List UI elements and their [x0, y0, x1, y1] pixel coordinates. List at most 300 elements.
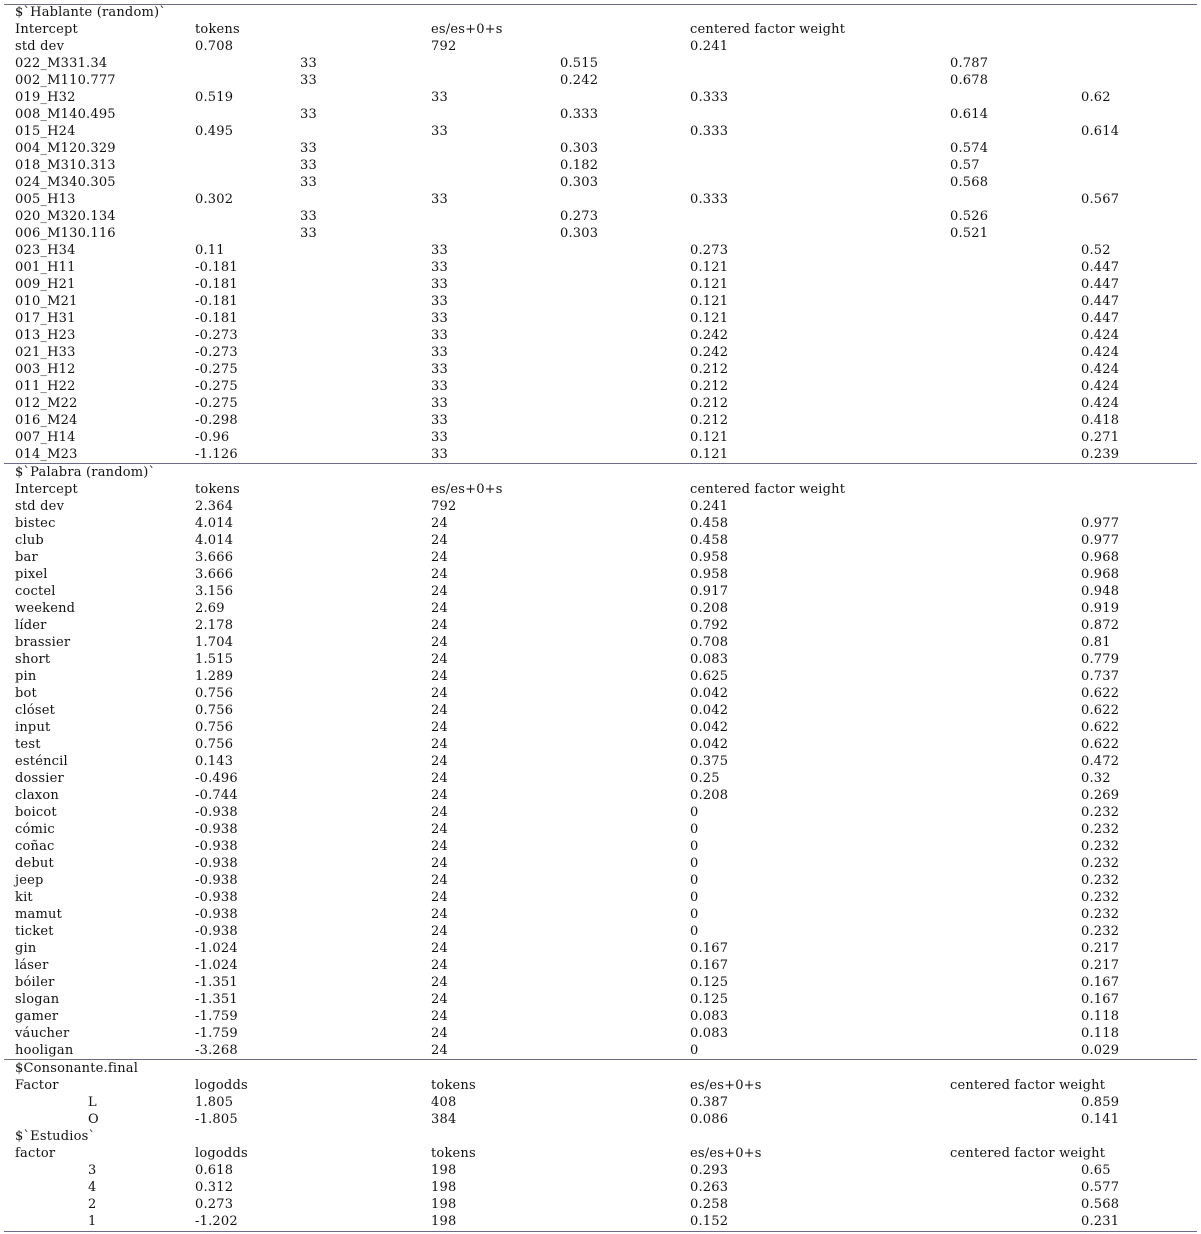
- row-label: 024_M340.305: [15, 175, 116, 190]
- table-row: [0, 719, 1201, 736]
- row-label: mamut: [15, 907, 63, 922]
- row-label: 005_H13: [15, 192, 76, 207]
- row-value: 0.568: [1081, 1197, 1120, 1212]
- column-header: Intercept: [15, 482, 78, 497]
- row-value: 0.143: [195, 754, 234, 769]
- row-value: 24: [431, 550, 448, 565]
- row-value: 0.622: [1081, 686, 1120, 701]
- row-value: 3.666: [195, 550, 234, 565]
- table-row: [0, 872, 1201, 889]
- row-value: 0.859: [1081, 1095, 1120, 1110]
- row-value: 33: [300, 141, 317, 156]
- table-row: [0, 327, 1201, 344]
- row-value: 0.232: [1081, 805, 1120, 820]
- column-header: tokens: [431, 1078, 476, 1093]
- row-value: 0.302: [195, 192, 234, 207]
- row-value: 24: [431, 1043, 448, 1058]
- table-row: [0, 140, 1201, 157]
- row-value: 0: [690, 856, 699, 871]
- row-value: -1.805: [195, 1112, 238, 1127]
- table-row: [0, 446, 1201, 463]
- row-value: 0: [690, 873, 699, 888]
- row-value: 0.756: [195, 703, 234, 718]
- row-value: 24: [431, 771, 448, 786]
- row-value: 0.042: [690, 737, 729, 752]
- row-label: dossier: [15, 771, 64, 786]
- row-label: L: [88, 1095, 97, 1110]
- table-row: [0, 923, 1201, 940]
- row-value: 24: [431, 958, 448, 973]
- row-value: 0.333: [690, 124, 729, 139]
- row-value: 0.042: [690, 703, 729, 718]
- table-row: [0, 1042, 1201, 1059]
- row-label: 3: [88, 1163, 97, 1178]
- row-value: 0.458: [690, 533, 729, 548]
- row-label: slogan: [15, 992, 60, 1007]
- row-value: 0.62: [1081, 90, 1111, 105]
- row-label: hooligan: [15, 1043, 74, 1058]
- row-value: 0.521: [950, 226, 989, 241]
- row-value: 24: [431, 669, 448, 684]
- row-value: 0.948: [1081, 584, 1120, 599]
- row-label: test: [15, 737, 41, 752]
- row-value: 0.029: [1081, 1043, 1120, 1058]
- row-label: pin: [15, 669, 37, 684]
- row-value: 0.787: [950, 56, 989, 71]
- row-value: 0: [690, 1043, 699, 1058]
- column-header: es/es+0+s: [690, 1078, 762, 1093]
- row-value: 0.625: [690, 669, 729, 684]
- row-value: 198: [431, 1197, 457, 1212]
- table-row: [0, 361, 1201, 378]
- row-value: 0.495: [195, 124, 234, 139]
- row-value: 33: [431, 192, 448, 207]
- table-row: [0, 515, 1201, 532]
- row-value: 0.239: [1081, 447, 1120, 462]
- row-value: 0.232: [1081, 839, 1120, 854]
- table-row: [0, 1213, 1201, 1230]
- row-value: 0.273: [690, 243, 729, 258]
- row-value: 0.917: [690, 584, 729, 599]
- row-value: 0.447: [1081, 260, 1120, 275]
- row-value: 0.81: [1081, 635, 1111, 650]
- row-value: 0.968: [1081, 567, 1120, 582]
- table-row: [0, 855, 1201, 872]
- row-label: 013_H23: [15, 328, 76, 343]
- row-value: -0.744: [195, 788, 238, 803]
- row-value: 0.208: [690, 788, 729, 803]
- row-value: 24: [431, 1009, 448, 1024]
- row-value: 33: [431, 430, 448, 445]
- row-value: 0.424: [1081, 362, 1120, 377]
- row-value: 1.515: [195, 652, 234, 667]
- row-value: 0.574: [950, 141, 989, 156]
- row-value: 0.167: [690, 941, 729, 956]
- row-value: 0.568: [950, 175, 989, 190]
- table-row: [0, 991, 1201, 1008]
- row-value: 24: [431, 839, 448, 854]
- row-value: 0.977: [1081, 516, 1120, 531]
- section-title: [0, 464, 1201, 481]
- row-value: 0.232: [1081, 873, 1120, 888]
- row-value: 0.242: [690, 345, 729, 360]
- row-value: 0.25: [690, 771, 720, 786]
- row-label: 006_M130.116: [15, 226, 116, 241]
- row-value: 0.52: [1081, 243, 1111, 258]
- column-header: centered factor weight: [690, 482, 846, 497]
- row-value: 24: [431, 516, 448, 531]
- row-value: -0.273: [195, 345, 238, 360]
- row-value: 0.241: [690, 499, 729, 514]
- row-value: 24: [431, 584, 448, 599]
- table-row: [0, 838, 1201, 855]
- table-row: [0, 651, 1201, 668]
- table-row: [0, 191, 1201, 208]
- row-value: -0.275: [195, 362, 238, 377]
- table-row: [0, 259, 1201, 276]
- row-value: 2.69: [195, 601, 225, 616]
- row-label: 001_H11: [15, 260, 76, 275]
- column-header: logodds: [195, 1078, 248, 1093]
- table-row: [0, 38, 1201, 55]
- section-title-text: $`Hablante (random)`: [15, 5, 166, 20]
- row-value: 33: [431, 90, 448, 105]
- row-label: coñac: [15, 839, 55, 854]
- row-value: -0.275: [195, 379, 238, 394]
- column-header: factor: [15, 1146, 56, 1161]
- row-value: 0.303: [560, 226, 599, 241]
- row-value: -0.96: [195, 430, 230, 445]
- row-label: debut: [15, 856, 54, 871]
- row-value: 0.447: [1081, 277, 1120, 292]
- row-value: 0.424: [1081, 379, 1120, 394]
- table-row: [0, 957, 1201, 974]
- row-value: -0.496: [195, 771, 238, 786]
- row-label: kit: [15, 890, 33, 905]
- row-value: 0.303: [560, 175, 599, 190]
- row-value: 33: [300, 209, 317, 224]
- row-value: 24: [431, 924, 448, 939]
- row-value: 0.614: [950, 107, 989, 122]
- row-value: 24: [431, 907, 448, 922]
- row-value: -0.938: [195, 856, 238, 871]
- row-value: 0.333: [560, 107, 599, 122]
- column-header-row: [0, 1145, 1201, 1162]
- table-row: [0, 174, 1201, 191]
- row-label: jeep: [15, 873, 44, 888]
- row-value: 0.424: [1081, 345, 1120, 360]
- table-row: [0, 242, 1201, 259]
- row-value: 0.977: [1081, 533, 1120, 548]
- row-value: 0.447: [1081, 294, 1120, 309]
- row-value: -0.938: [195, 822, 238, 837]
- row-value: 24: [431, 567, 448, 582]
- row-value: 0.472: [1081, 754, 1120, 769]
- column-header: centered factor weight: [950, 1078, 1106, 1093]
- row-value: 0.263: [690, 1180, 729, 1195]
- column-header: tokens: [195, 482, 240, 497]
- row-value: -0.273: [195, 328, 238, 343]
- table-row: [0, 310, 1201, 327]
- row-value: 0.958: [690, 567, 729, 582]
- row-value: 0.273: [195, 1197, 234, 1212]
- row-value: 0.086: [690, 1112, 729, 1127]
- table-row: [0, 753, 1201, 770]
- row-value: 0.273: [560, 209, 599, 224]
- row-value: 1.289: [195, 669, 234, 684]
- column-header: Intercept: [15, 22, 78, 37]
- row-value: 0.779: [1081, 652, 1120, 667]
- row-value: 0.121: [690, 277, 729, 292]
- row-value: 0.622: [1081, 703, 1120, 718]
- row-value: 0.042: [690, 720, 729, 735]
- row-value: -0.938: [195, 805, 238, 820]
- column-header: logodds: [195, 1146, 248, 1161]
- row-value: 0.167: [1081, 975, 1120, 990]
- column-header: centered factor weight: [690, 22, 846, 37]
- row-label: 002_M110.777: [15, 73, 116, 88]
- row-value: 33: [431, 447, 448, 462]
- row-value: 24: [431, 856, 448, 871]
- table-row: [0, 1196, 1201, 1213]
- row-value: 0.375: [690, 754, 729, 769]
- row-value: 198: [431, 1163, 457, 1178]
- row-label: coctel: [15, 584, 56, 599]
- row-value: 0.217: [1081, 958, 1120, 973]
- row-value: -0.938: [195, 924, 238, 939]
- row-value: -0.938: [195, 907, 238, 922]
- row-value: -0.938: [195, 873, 238, 888]
- row-value: 24: [431, 618, 448, 633]
- row-value: 33: [300, 56, 317, 71]
- row-value: 0.312: [195, 1180, 234, 1195]
- row-value: 0.232: [1081, 890, 1120, 905]
- row-value: 0.577: [1081, 1180, 1120, 1195]
- row-value: 0.269: [1081, 788, 1120, 803]
- row-value: 33: [300, 73, 317, 88]
- row-label: 023_H34: [15, 243, 76, 258]
- row-value: 2.178: [195, 618, 234, 633]
- row-value: 3.666: [195, 567, 234, 582]
- row-value: 4.014: [195, 533, 234, 548]
- row-value: 0.271: [1081, 430, 1120, 445]
- row-value: 0.737: [1081, 669, 1120, 684]
- row-value: 0.167: [1081, 992, 1120, 1007]
- row-label: pixel: [15, 567, 48, 582]
- row-value: 1.704: [195, 635, 234, 650]
- row-value: 0.242: [690, 328, 729, 343]
- row-label: 016_M24: [15, 413, 78, 428]
- table-row: [0, 157, 1201, 174]
- row-label: std dev: [15, 39, 65, 54]
- row-label: 015_H24: [15, 124, 76, 139]
- row-value: 0.241: [690, 39, 729, 54]
- table-row: [0, 532, 1201, 549]
- row-value: 33: [431, 345, 448, 360]
- table-row: [0, 906, 1201, 923]
- row-value: -1.759: [195, 1009, 238, 1024]
- row-value: 33: [431, 243, 448, 258]
- table-row: [0, 412, 1201, 429]
- row-value: 0.792: [690, 618, 729, 633]
- row-value: -0.181: [195, 294, 238, 309]
- row-value: 24: [431, 992, 448, 1007]
- row-value: -1.759: [195, 1026, 238, 1041]
- row-value: 24: [431, 703, 448, 718]
- table-row: [0, 566, 1201, 583]
- row-value: 0.141: [1081, 1112, 1120, 1127]
- row-value: 1.805: [195, 1095, 234, 1110]
- column-header: es/es+0+s: [690, 1146, 762, 1161]
- row-value: 0: [690, 839, 699, 854]
- section-title: [0, 1060, 1201, 1077]
- row-label: 007_H14: [15, 430, 76, 445]
- row-value: 0.083: [690, 1026, 729, 1041]
- row-value: 0.708: [195, 39, 234, 54]
- table-row: [0, 89, 1201, 106]
- row-value: -1.202: [195, 1214, 238, 1229]
- table-row: [0, 685, 1201, 702]
- section-title-text: $Consonante.final: [15, 1061, 139, 1076]
- row-value: 24: [431, 873, 448, 888]
- row-label: club: [15, 533, 44, 548]
- table-row: [0, 123, 1201, 140]
- row-label: 022_M331.34: [15, 56, 108, 71]
- row-label: ticket: [15, 924, 54, 939]
- row-label: 1: [88, 1214, 97, 1229]
- row-value: -1.024: [195, 958, 238, 973]
- row-label: váucher: [15, 1026, 70, 1041]
- row-value: 0: [690, 890, 699, 905]
- row-label: líder: [15, 618, 47, 633]
- row-value: 0.212: [690, 396, 729, 411]
- row-value: 0.258: [690, 1197, 729, 1212]
- column-header: es/es+0+s: [431, 22, 503, 37]
- column-header: tokens: [195, 22, 240, 37]
- row-label: bar: [15, 550, 38, 565]
- row-label: weekend: [15, 601, 76, 616]
- row-value: 0.125: [690, 975, 729, 990]
- row-value: 0.212: [690, 379, 729, 394]
- row-value: 33: [431, 124, 448, 139]
- row-label: esténcil: [15, 754, 68, 769]
- row-value: 0.333: [690, 192, 729, 207]
- row-value: 0.622: [1081, 737, 1120, 752]
- row-value: 0.418: [1081, 413, 1120, 428]
- row-value: 33: [431, 362, 448, 377]
- row-value: 0.125: [690, 992, 729, 1007]
- row-value: 0.212: [690, 413, 729, 428]
- row-value: 0: [690, 822, 699, 837]
- column-header: es/es+0+s: [431, 482, 503, 497]
- table-row: [0, 429, 1201, 446]
- row-value: 0.042: [690, 686, 729, 701]
- row-label: boicot: [15, 805, 57, 820]
- row-label: 019_H32: [15, 90, 76, 105]
- row-value: 0.756: [195, 686, 234, 701]
- section-title-text: $`Estudios`: [15, 1129, 96, 1144]
- table-row: [0, 293, 1201, 310]
- row-value: 0.65: [1081, 1163, 1111, 1178]
- row-value: 0.567: [1081, 192, 1120, 207]
- section-title: [0, 1128, 1201, 1145]
- row-value: 0: [690, 805, 699, 820]
- row-value: 0.121: [690, 294, 729, 309]
- row-value: 24: [431, 652, 448, 667]
- row-value: 24: [431, 720, 448, 735]
- row-value: -1.024: [195, 941, 238, 956]
- row-value: 0: [690, 907, 699, 922]
- row-value: 0.614: [1081, 124, 1120, 139]
- row-value: 792: [431, 39, 457, 54]
- row-value: 408: [431, 1095, 457, 1110]
- row-value: 0.57: [950, 158, 980, 173]
- row-label: claxon: [15, 788, 59, 803]
- row-value: 0.622: [1081, 720, 1120, 735]
- table-row: [0, 276, 1201, 293]
- row-value: 198: [431, 1214, 457, 1229]
- row-value: 0.232: [1081, 907, 1120, 922]
- row-value: 792: [431, 499, 457, 514]
- row-value: 0.519: [195, 90, 234, 105]
- table-row: [0, 634, 1201, 651]
- row-value: 0.958: [690, 550, 729, 565]
- column-header: Factor: [15, 1078, 59, 1093]
- table-row: [0, 736, 1201, 753]
- column-header-row: [0, 481, 1201, 498]
- row-label: 014_M23: [15, 447, 78, 462]
- row-label: brassier: [15, 635, 71, 650]
- row-value: 0.32: [1081, 771, 1111, 786]
- row-value: 33: [431, 396, 448, 411]
- row-value: 0.424: [1081, 328, 1120, 343]
- row-value: 0.333: [690, 90, 729, 105]
- row-value: 33: [300, 107, 317, 122]
- row-value: 0.424: [1081, 396, 1120, 411]
- row-value: 24: [431, 805, 448, 820]
- row-value: 0.121: [690, 430, 729, 445]
- section-title-text: $`Palabra (random)`: [15, 465, 156, 480]
- row-label: clóset: [15, 703, 56, 718]
- table-row: [0, 889, 1201, 906]
- row-value: 24: [431, 533, 448, 548]
- table-row: [0, 1025, 1201, 1042]
- row-value: 0.232: [1081, 856, 1120, 871]
- row-value: 0.919: [1081, 601, 1120, 616]
- row-label: 009_H21: [15, 277, 76, 292]
- row-label: gin: [15, 941, 37, 956]
- row-value: -0.181: [195, 260, 238, 275]
- row-value: 0.232: [1081, 924, 1120, 939]
- row-value: 384: [431, 1112, 457, 1127]
- row-value: -0.938: [195, 890, 238, 905]
- row-value: 0.447: [1081, 311, 1120, 326]
- row-value: -0.181: [195, 311, 238, 326]
- row-value: 0.678: [950, 73, 989, 88]
- row-value: 0.208: [690, 601, 729, 616]
- row-value: 0.515: [560, 56, 599, 71]
- row-label: 004_M120.329: [15, 141, 116, 156]
- row-value: 0.968: [1081, 550, 1120, 565]
- row-value: 0.121: [690, 447, 729, 462]
- table-row: [0, 378, 1201, 395]
- table-row: [0, 617, 1201, 634]
- row-value: 0.232: [1081, 822, 1120, 837]
- table-row: [0, 940, 1201, 957]
- row-value: 24: [431, 788, 448, 803]
- row-label: 017_H31: [15, 311, 76, 326]
- row-value: 0.526: [950, 209, 989, 224]
